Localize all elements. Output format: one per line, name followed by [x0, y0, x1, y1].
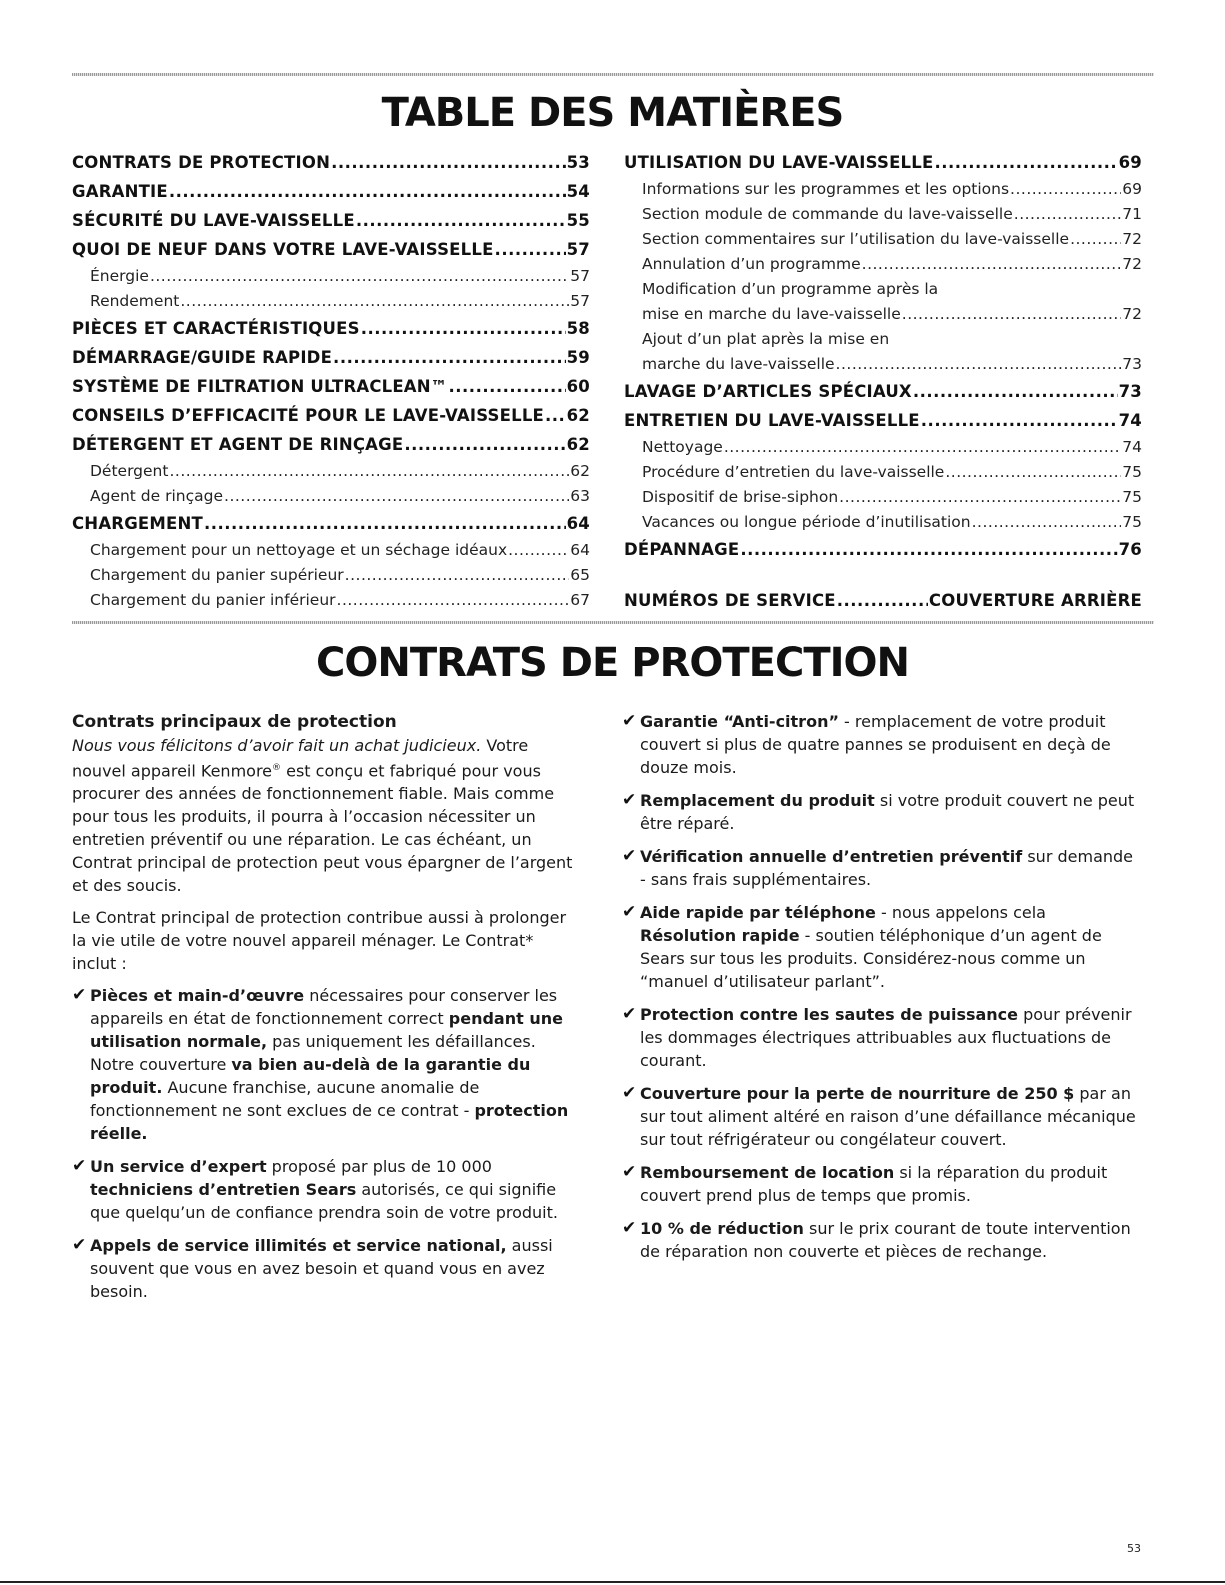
toc-entry: [624, 327, 1142, 352]
toc-dot-leader: [169, 177, 566, 206]
benefit-discount: [622, 1217, 1142, 1263]
toc-entry-page: 55: [566, 211, 590, 230]
contracts-right-column: [622, 710, 1142, 1273]
benefit-title: Couverture pour la perte de nourriture de 250 $: [640, 1084, 1075, 1103]
toc-left-column: [72, 148, 590, 613]
toc-entry: [72, 509, 590, 538]
toc-entry-page: 73: [1118, 382, 1142, 401]
toc-entry-label: Agent de rinçage: [90, 487, 224, 505]
toc-dot-leader: [150, 264, 569, 289]
toc-entry-label: CONSEILS D’EFFICACITÉ POUR LE LAVE-VAISSELLE: [72, 406, 545, 425]
toc-entry-label: mise en marche du lave-vaisselle: [642, 305, 901, 323]
middle-divider: [72, 621, 1154, 624]
checkmark-icon: ✔: [622, 790, 637, 810]
benefit-text: - soutien téléphonique d’un agent de Sears sur tous les produits. Considérez-nous comme un “manuel d’utilisateur parlant”.: [640, 926, 1102, 991]
toc-dot-leader: [333, 343, 566, 372]
benefit-title: Appels de service illimités et service national,: [90, 1236, 507, 1256]
toc-dot-leader: [839, 485, 1121, 510]
toc-entry-label: PIÈCES ET CARACTÉRISTIQUES: [72, 319, 360, 338]
toc-entry-page: 64: [566, 514, 590, 533]
toc-entry-page: 73: [1122, 355, 1142, 373]
benefit-text: sur demande - sans frais supplémentaires.: [640, 847, 1134, 889]
toc-dot-leader: [180, 289, 569, 314]
toc-entry-label: Vacances ou longue période d’inutilisation: [642, 513, 971, 531]
toc-entry-label: Chargement du panier supérieur: [90, 566, 344, 584]
toc-entry: [72, 343, 590, 372]
toc-entry: [72, 459, 590, 484]
toc-entry-label: Nettoyage: [642, 438, 723, 456]
toc-entry-page: 72: [1122, 230, 1142, 248]
toc-dot-leader: [169, 459, 569, 484]
toc-entry: [624, 252, 1142, 277]
benefit-phone-help: [622, 901, 1142, 993]
intro-italic: Nous vous félicitons d’avoir fait un achat judicieux.: [72, 736, 482, 755]
benefit-text: proposé par plus de 10 000: [266, 1157, 492, 1177]
toc-dot-leader: [495, 235, 566, 264]
toc-entry: [72, 563, 590, 588]
benefit-title: Protection contre les sautes de puissance: [640, 1005, 1019, 1024]
contracts-left-column: [72, 710, 582, 1313]
benefit-product-replacement: [622, 789, 1142, 835]
benefit-title: Vérification annuelle d’entretien préventif: [640, 847, 1023, 866]
contract-includes-paragraph: Le Contrat principal de protection contribue aussi à prolonger la vie utile de votre nouvel appareil ménager. Le Contrat* inclut :: [72, 908, 567, 974]
toc-entry-page: 53: [566, 153, 590, 172]
toc-entry-page: 58: [566, 319, 590, 338]
toc-dot-leader: [404, 430, 565, 459]
benefit-text: - nous appelons cela: [875, 903, 1046, 922]
toc-entry-page: 57: [570, 292, 590, 310]
intro-text-1: Votre nouvel appareil Kenmore: [72, 736, 529, 781]
toc-entry: [72, 484, 590, 509]
toc-entry-label: Dispositif de brise-siphon: [642, 488, 839, 506]
toc-entry: [72, 372, 590, 401]
benefit-emphasis: pendant une utilisation normale,: [90, 1009, 563, 1052]
checkmark-icon: ✔: [622, 711, 637, 731]
toc-entry-page: 76: [1118, 540, 1142, 559]
toc-entry-label: Section commentaires sur l’utilisation du lave-vaisselle: [642, 230, 1070, 248]
toc-dot-leader: [1014, 202, 1122, 227]
benefit-rental-reimbursement: [622, 1161, 1142, 1207]
toc-entry-label: CONTRATS DE PROTECTION: [72, 153, 331, 172]
toc-dot-leader: [836, 352, 1122, 377]
toc-entry: [72, 289, 590, 314]
benefit-emphasis: techniciens d’entretien Sears: [90, 1180, 357, 1200]
benefit-text: pas uniquement les défaillances. Notre couverture: [90, 1032, 536, 1075]
benefit-text: - remplacement de votre produit couvert si plus de quatre pannes se produisent en deçà de douze mois.: [640, 712, 1111, 777]
toc-dot-leader: [545, 401, 566, 430]
toc-dot-leader: [862, 252, 1122, 277]
toc-entry-label: Énergie: [90, 267, 149, 285]
toc-entry: [72, 401, 590, 430]
toc-entry-label: GARANTIE: [72, 182, 168, 201]
benefit-title: Remplacement du produit: [640, 791, 875, 810]
toc-entry: [72, 177, 590, 206]
toc-entry-page: 69: [1122, 180, 1142, 198]
toc-entry-page: 69: [1118, 153, 1142, 172]
toc-entry-page: 54: [566, 182, 590, 201]
toc-entry: [72, 206, 590, 235]
benefit-title: Remboursement de location: [640, 1163, 895, 1182]
benefit-text: si votre produit couvert ne peut être réparé.: [640, 791, 1135, 833]
toc-entry-label: UTILISATION DU LAVE-VAISSELLE: [624, 153, 934, 172]
toc-entry-page: 75: [1122, 513, 1142, 531]
benefit-text: aussi souvent que vous en avez besoin et quand vous en avez besoin.: [90, 1236, 553, 1302]
benefit-annual-check: [622, 845, 1142, 891]
toc-entry-page: 72: [1122, 305, 1142, 323]
contracts-heading: Contrats principaux de protection: [72, 712, 397, 732]
toc-dot-leader: [945, 460, 1121, 485]
toc-dot-leader: [449, 372, 566, 401]
toc-entry-label: DÉMARRAGE/GUIDE RAPIDE: [72, 348, 333, 367]
toc-title: TABLE DES MATIÈRES: [381, 90, 844, 136]
benefit-parts-labor: [72, 984, 582, 1145]
toc-entry-page: 72: [1122, 255, 1142, 273]
checkmark-icon: ✔: [72, 985, 87, 1006]
toc-entry-label: DÉPANNAGE: [624, 540, 740, 559]
toc-entry-page: 60: [566, 377, 590, 396]
bottom-edge-line: [0, 1581, 1225, 1583]
toc-entry: [72, 148, 590, 177]
toc-entry-page: COUVERTURE ARRIÈRE: [928, 591, 1142, 610]
toc-entry: [624, 510, 1142, 535]
checkmark-icon: ✔: [72, 1235, 87, 1256]
toc-entry-page: 75: [1122, 488, 1142, 506]
toc-entry-page: 64: [570, 541, 590, 559]
toc-entry-page: 75: [1122, 463, 1142, 481]
benefit-title: Garantie “Anti-citron”: [640, 712, 839, 731]
intro-text-2: est conçu et fabriqué pour vous procurer des années de fonctionnement fiable. Mais comme pour tous les produits, il pourra à l’occasion nécessiter un entretien préventif ou une réparation. Le cas échéant, un Contrat principal de protection peut vous épargner de l’argent et des soucis.: [72, 761, 573, 896]
toc-entry: [624, 177, 1142, 202]
contracts-title: CONTRATS DE PROTECTION: [316, 640, 909, 686]
toc-dot-leader: [972, 510, 1122, 535]
benefit-emphasis: Résolution rapide: [640, 926, 800, 945]
benefit-lemon-guarantee: [622, 710, 1142, 779]
toc-entry-label: DÉTERGENT ET AGENT DE RINÇAGE: [72, 435, 404, 454]
toc-dot-leader: [345, 563, 570, 588]
benefit-title: 10 % de réduction: [640, 1219, 804, 1238]
benefit-title: Aide rapide par téléphone: [640, 903, 876, 922]
toc-entry-page: 62: [570, 462, 590, 480]
toc-entry: [72, 235, 590, 264]
toc-dot-leader: [724, 435, 1121, 460]
toc-dot-leader: [337, 588, 570, 613]
toc-entry: [624, 302, 1142, 327]
toc-entry: [624, 535, 1142, 564]
benefit-text: si la réparation du produit couvert prend plus de temps que promis.: [640, 1163, 1108, 1205]
toc-entry: [624, 435, 1142, 460]
toc-dot-leader: [204, 509, 566, 538]
checkmark-icon: ✔: [622, 1004, 637, 1024]
checkmark-icon: ✔: [622, 1218, 637, 1238]
toc-entry: [624, 460, 1142, 485]
toc-entry-label: marche du lave-vaisselle: [642, 355, 835, 373]
benefit-emphasis: va bien au-delà de la garantie du produit.: [90, 1055, 531, 1098]
toc-entry-label: SYSTÈME DE FILTRATION ULTRACLEAN™: [72, 377, 448, 396]
toc-entry: [624, 406, 1142, 435]
benefit-emphasis: protection réelle.: [90, 1101, 569, 1144]
benefit-text: autorisés, ce qui signifie que quelqu’un de confiance prendra soin de votre produit.: [90, 1180, 558, 1223]
toc-entry-label: Section module de commande du lave-vaisselle: [642, 205, 1013, 223]
toc-entry-label: Chargement pour un nettoyage et un séchage idéaux: [90, 541, 508, 559]
toc-entry-label: Rendement: [90, 292, 180, 310]
intro-paragraph: [72, 734, 582, 897]
checkmark-icon: ✔: [622, 1083, 637, 1103]
toc-entry-page: 59: [566, 348, 590, 367]
toc-entry-label: ENTRETIEN DU LAVE-VAISSELLE: [624, 411, 920, 430]
toc-entry-page: 74: [1118, 411, 1142, 430]
toc-entry-label: Informations sur les programmes et les options: [642, 180, 1010, 198]
toc-entry-label: SÉCURITÉ DU LAVE-VAISSELLE: [72, 211, 355, 230]
toc-entry-page: 74: [1122, 438, 1142, 456]
toc-entry-label: Détergent: [90, 462, 169, 480]
toc-entry-page: 62: [566, 406, 590, 425]
toc-entry: [72, 430, 590, 459]
benefit-text: pour prévenir les dommages électriques attribuables aux fluctuations de courant.: [640, 1005, 1132, 1070]
benefit-unlimited-calls: [72, 1234, 582, 1303]
checkmark-icon: ✔: [622, 846, 637, 866]
benefit-title: Un service d’expert: [90, 1157, 267, 1177]
toc-entry-page: 67: [570, 591, 590, 609]
toc-entry: [72, 314, 590, 343]
toc-entry: [72, 538, 590, 563]
toc-entry: [72, 264, 590, 289]
toc-dot-leader: [331, 148, 566, 177]
toc-dot-leader: [361, 314, 566, 343]
toc-entry-page: 65: [570, 566, 590, 584]
toc-dot-leader: [934, 148, 1117, 177]
toc-entry: [624, 377, 1142, 406]
toc-entry-page: 57: [570, 267, 590, 285]
benefit-food-loss: [622, 1082, 1142, 1151]
toc-entry-page: 57: [566, 240, 590, 259]
toc-dot-leader: [508, 538, 569, 563]
top-divider: [72, 73, 1154, 76]
toc-dot-leader: [921, 406, 1118, 435]
toc-entry: [624, 352, 1142, 377]
toc-entry-page: 63: [570, 487, 590, 505]
toc-entry: [624, 586, 1142, 615]
toc-entry: [624, 202, 1142, 227]
toc-entry: [624, 227, 1142, 252]
benefit-expert-service: [72, 1155, 582, 1224]
toc-dot-leader: [913, 377, 1118, 406]
toc-entry-label: Chargement du panier inférieur: [90, 591, 336, 609]
toc-dot-leader: [356, 206, 566, 235]
checkmark-icon: ✔: [622, 1162, 637, 1182]
toc-entry-label: Annulation d’un programme: [642, 255, 861, 273]
benefit-title: Pièces et main-d’œuvre: [90, 986, 305, 1006]
benefit-text: Aucune franchise, aucune anomalie de fonctionnement ne sont exclues de ce contrat -: [90, 1078, 480, 1121]
toc-dot-leader: [1070, 227, 1121, 252]
toc-entry: [72, 588, 590, 613]
page-number: 53: [1127, 1542, 1141, 1555]
checkmark-icon: ✔: [622, 902, 637, 922]
toc-entry-label: Procédure d’entretien du lave-vaisselle: [642, 463, 945, 481]
toc-entry: [624, 148, 1142, 177]
toc-entry-label: QUOI DE NEUF DANS VOTRE LAVE-VAISSELLE: [72, 240, 494, 259]
toc-entry-label: LAVAGE D’ARTICLES SPÉCIAUX: [624, 382, 912, 401]
toc-entry-label: Modification d’un programme après la: [642, 280, 939, 298]
toc-dot-leader: [902, 302, 1122, 327]
benefit-text: sur le prix courant de toute intervention de réparation non couverte et pièces de rechange.: [640, 1219, 1131, 1261]
toc-entry: [624, 485, 1142, 510]
benefit-text: par an sur tout aliment altéré en raison d’une défaillance mécanique sur tout réfrigérateur ou congélateur couvert.: [640, 1084, 1136, 1149]
toc-dot-leader: [224, 484, 569, 509]
toc-entry-page: 71: [1122, 205, 1142, 223]
checkmark-icon: ✔: [72, 1156, 87, 1177]
toc-dot-leader: [1010, 177, 1121, 202]
toc-entry: [624, 277, 1142, 302]
toc-entry-page: 62: [566, 435, 590, 454]
toc-dot-leader: [740, 535, 1117, 564]
registered-mark: ®: [272, 763, 282, 773]
benefit-surge-protection: [622, 1003, 1142, 1072]
toc-entry-label: NUMÉROS DE SERVICE: [624, 591, 836, 610]
toc-dot-leader: [837, 586, 928, 615]
benefit-text: nécessaires pour conserver les appareils en état de fonctionnement correct: [90, 986, 558, 1029]
toc-right-column: [624, 148, 1142, 615]
toc-entry-label: CHARGEMENT: [72, 514, 203, 533]
toc-entry-label: Ajout d’un plat après la mise en: [642, 330, 890, 348]
